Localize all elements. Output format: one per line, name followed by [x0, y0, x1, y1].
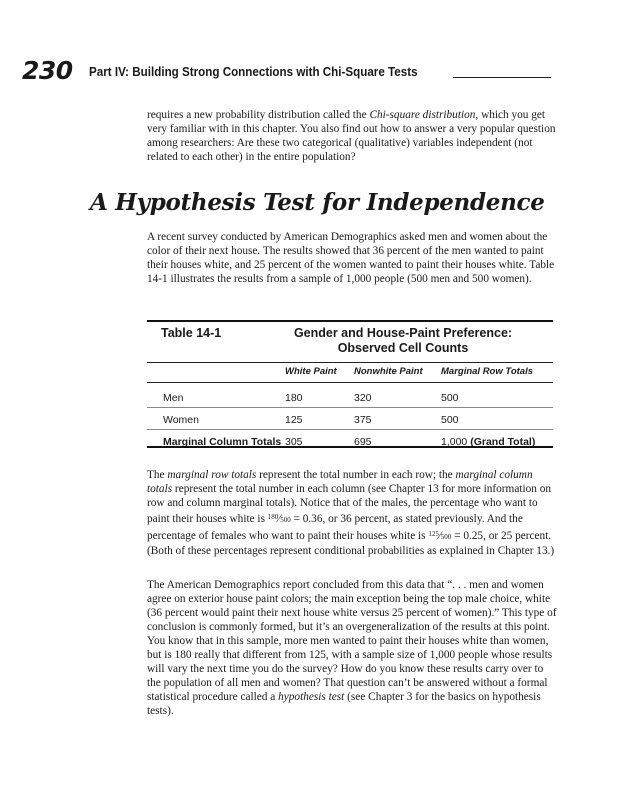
column-header: White Paint — [285, 366, 337, 377]
emphasis-run: marginal column totals — [147, 469, 533, 495]
page-header — [22, 56, 552, 86]
grand-total-label: (Grand Total) — [470, 436, 536, 448]
column-header: Marginal Row Totals — [441, 366, 534, 377]
text-run: The — [147, 469, 168, 481]
column-header: Nonwhite Paint — [354, 366, 423, 377]
survey-paragraph: A recent survey conducted by American Demographics asked men and women about the color of their next house. The results showed that 36 percent of the men wanted to paint their houses white, and 25 percent of the women wanted to paint their houses white. Table 14-1 illustrates the results from a sample of 1,000 people (500 men and 500 women). — [147, 231, 555, 285]
totals-row-label: Marginal Column Totals — [163, 436, 282, 448]
table-cell: 500 — [441, 392, 459, 404]
text-run: = 0.36, or 36 percent, as stated previously. And the percentage of females who want to paint their houses white is — [147, 513, 523, 542]
text-run: represent the total number in each row; the — [256, 469, 456, 481]
intro-text-end: , which you get very familiar with in this chapter. You also find out how to answer a very popular question among researchers: Are these two categorical (qualitative) variables independent (not related to each other) in the entire population? — [147, 109, 556, 163]
fraction-numerator: 125 — [428, 530, 439, 538]
section-title: A Hypothesis Test for Independence — [90, 189, 545, 216]
intro-paragraph — [147, 108, 557, 164]
fraction-denominator: 500 — [440, 533, 452, 541]
table-header-rule — [147, 382, 553, 383]
grand-total-value: 1,000 — [441, 436, 468, 448]
table-label: Table 14-1 — [161, 326, 222, 340]
data-table — [147, 320, 553, 448]
marginal-paragraph: The marginal row totals represent the total number in each row; the marginal column totals represent the total number in each column (see Chapter 13 for more information on row and column marginal totals). Notice that of the males, the percentage who want to paint their houses white is $^{180}$⁄500 = 0.36, or 36 percent, as stated previously. And the percentage of females who want to paint their houses white is $^{125}$⁄500 = 0.25, or 25 percent. (Both of these percentages represent conditional probabilities as explained in Chapter 13.) — [147, 469, 555, 557]
table-cell: 180 — [285, 392, 303, 404]
row-label: Women — [163, 414, 199, 426]
table-cell: 125 — [285, 414, 303, 426]
text-run: represent the total number in each column (see Chapter 13 for more information on row and column marginal totals). Notice that of the males, the percentage who want to paint their houses white is — [147, 483, 552, 525]
row-rule — [147, 429, 553, 430]
table-caption-rule — [147, 362, 553, 363]
fraction-denominator: 500 — [280, 516, 291, 524]
table-cell: 375 — [354, 414, 372, 426]
text-run: (see Chapter 3 for the basics on hypothesis tests). — [147, 691, 541, 717]
emphasis-run: hypothesis test — [278, 691, 345, 703]
table-cell: 500 — [441, 414, 459, 426]
table-bottom-rule — [147, 446, 553, 448]
page-number: 230 — [22, 56, 73, 85]
part-title: Part IV: Building Strong Connections with Chi-Square Tests — [89, 65, 418, 79]
emphasis-run: marginal row totals — [167, 469, 257, 481]
fraction-numerator: 180 — [267, 513, 279, 521]
table-cell: 305 — [285, 436, 303, 448]
text-run: = 0.25, or 25 percent. (Both of these percentages represent conditional probabilities as explained in Chapter 13.) — [147, 530, 555, 557]
row-rule — [147, 407, 553, 408]
intro-text: requires a new probability distribution called the — [147, 109, 370, 121]
text-run: The American Demographics report concluded from this data that “. . . men and women agree on exterior house paint colors; the main exception being the top male choice, white (36 percent would paint their next house white versus 25 percent of women).” This type of conclusion is commonly formed, but it’s an overgeneralization of the results at this point. You know that in this sample, more men wanted to paint their houses white than women, but is 180 really that different from 125, with a sample size of 1,000 people whose results will vary the next time you do the survey? How do you know these results carry over to the population of all men and women? That question can’t be answered without a formal statistical procedure called a — [147, 579, 557, 703]
table-caption — [259, 326, 547, 356]
intro-emphasis: Chi-square distribution — [369, 109, 476, 121]
table-caption-line: Observed Cell Counts — [337, 341, 469, 355]
report-paragraph — [147, 578, 557, 718]
table-caption-line: Gender and House-Paint Preference: — [293, 326, 513, 340]
row-label: Men — [163, 392, 184, 404]
header-rule — [453, 77, 551, 78]
table-top-rule — [147, 320, 553, 322]
table-cell: 320 — [354, 392, 372, 404]
table-cell: 695 — [354, 436, 372, 448]
